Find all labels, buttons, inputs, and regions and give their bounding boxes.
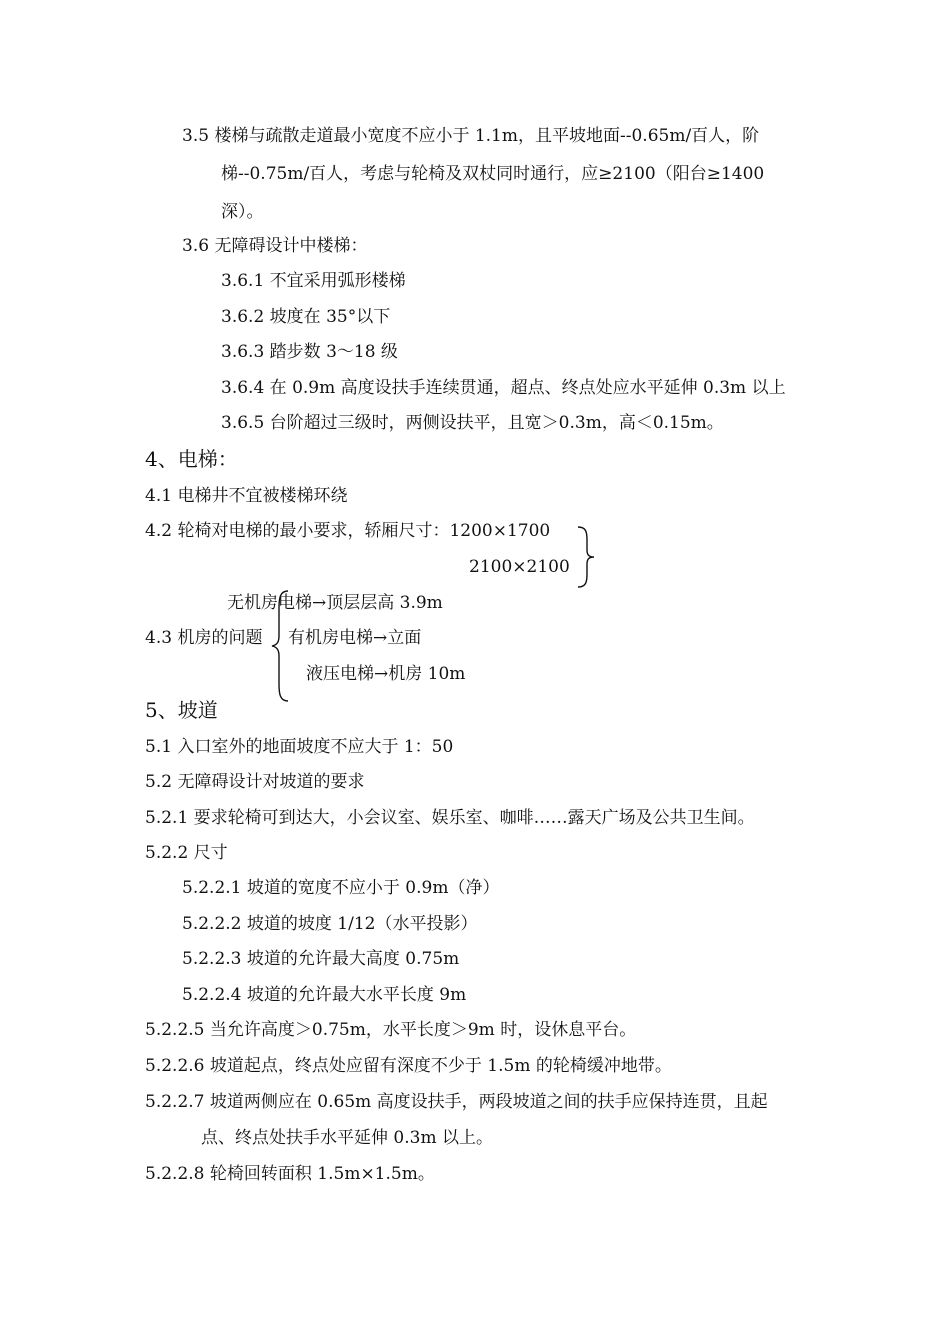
text-line-5-2-2-8: 5.2.2.8 轮椅回转面积 1.5m×1.5m。	[145, 1164, 435, 1184]
text-line-5-2-2-3: 5.2.2.3 坡道的允许最大高度 0.75m	[182, 949, 460, 969]
section-heading-ramp: 5、坡道	[145, 698, 218, 722]
text-line-5-2-2-1: 5.2.2.1 坡道的宽度不应小于 0.9m（净）	[182, 878, 500, 898]
text-line-5-2-2: 5.2.2 尺寸	[145, 843, 228, 863]
text-line-4-2-size2: 2100×2100	[469, 557, 570, 577]
text-line-5-2-2-6: 5.2.2.6 坡道起点，终点处应留有深度不少于 1.5m 的轮椅缓冲地带。	[145, 1056, 672, 1076]
section-heading-elevator: 4、电梯：	[145, 447, 238, 471]
text-line-5-1: 5.1 入口室外的地面坡度不应大于 1：50	[145, 737, 454, 757]
text-line-4-2: 4.2 轮椅对电梯的最小要求，轿厢尺寸：1200×1700	[145, 521, 551, 541]
text-line-3-6-4: 3.6.4 在 0.9m 高度设扶手连续贯通，超点、终点处应水平延伸 0.3m 以上	[221, 378, 786, 398]
text-line-4-3-option3: 液压电梯→机房 10m	[306, 664, 466, 684]
text-line-3-5: 3.5 楼梯与疏散走道最小宽度不应小于 1.1m，且平坡地面--0.65m/百人，阶	[182, 126, 760, 146]
text-line-5-2-2-5: 5.2.2.5 当允许高度＞0.75m，水平长度＞9m 时，设休息平台。	[145, 1020, 637, 1040]
text-line-3-6-2: 3.6.2 坡度在 35°以下	[221, 307, 391, 327]
text-line-5-2-2-4: 5.2.2.4 坡道的允许最大水平长度 9m	[182, 985, 467, 1005]
text-line-3-6-5: 3.6.5 台阶超过三级时，两侧设扶平，且宽＞0.3m，高＜0.15m。	[221, 413, 724, 433]
text-line-4-1: 4.1 电梯井不宜被楼梯环绕	[145, 486, 348, 506]
text-line-4-3: 4.3 机房的问题	[145, 628, 263, 648]
left-brace-icon	[270, 588, 292, 704]
text-line-5-2: 5.2 无障碍设计对坡道的要求	[145, 772, 365, 792]
text-line-5-2-2-2: 5.2.2.2 坡道的坡度 1/12（水平投影）	[182, 914, 478, 934]
text-line-3-6-1: 3.6.1 不宜采用弧形楼梯	[221, 271, 406, 291]
text-line-3-6: 3.6 无障碍设计中楼梯：	[182, 236, 368, 256]
text-line-5-2-1: 5.2.1 要求轮椅可到达大，小会议室、娱乐室、咖啡……露天广场及公共卫生间。	[145, 808, 755, 828]
text-line-5-2-2-7: 5.2.2.7 坡道两侧应在 0.65m 高度设扶手，两段坡道之间的扶手应保持连贯，且起	[145, 1092, 768, 1112]
text-line-3-6-3: 3.6.3 踏步数 3～18 级	[221, 342, 398, 362]
text-line-3-5-cont: 梯--0.75m/百人，考虑与轮椅及双杖同时通行，应≥2100（阳台≥1400	[221, 164, 765, 184]
text-line-4-3-option1: 无机房电梯→顶层层高 3.9m	[227, 593, 443, 613]
text-line-3-5-end: 深）。	[221, 202, 264, 222]
right-brace-icon	[574, 524, 598, 590]
text-line-5-2-2-7-cont: 点、终点处扶手水平延伸 0.3m 以上。	[201, 1128, 493, 1148]
text-line-4-3-option2: 有机房电梯→立面	[288, 628, 422, 648]
